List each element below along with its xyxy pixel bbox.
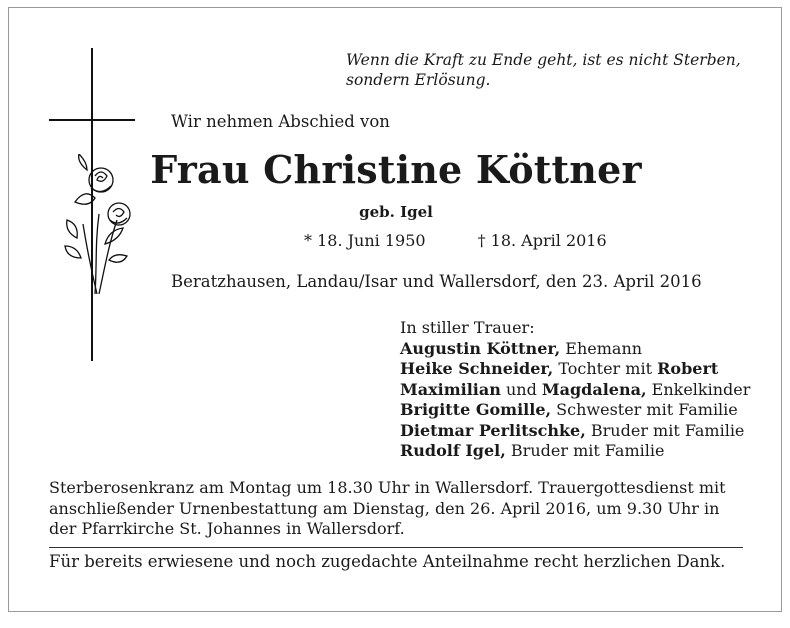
mourner-entry: Heike Schneider, Tochter mit Robert <box>400 359 719 378</box>
quote-line-1: Wenn die Kraft zu Ende geht, ist es nicht Sterben, <box>346 51 741 69</box>
life-dates <box>304 231 607 250</box>
funeral-line-3: der Pfarrkirche St. Johannes in Wallersdorf. <box>49 519 405 538</box>
intro-text: Wir nehmen Abschied von <box>171 112 390 131</box>
thanks-text: Für bereits erwiesene und noch zugedachte Anteilnahme recht herzlichen Dank. <box>49 552 726 571</box>
mourner-entry: Augustin Köttner, Ehemann <box>400 338 643 358</box>
mourners-list <box>400 318 750 462</box>
cross-horizontal-bar <box>49 119 135 121</box>
divider-line <box>49 547 743 548</box>
mourner-entry: Dietmar Perlitschke, Bruder mit Familie <box>400 420 745 440</box>
mourner-entry: Rudolf Igel, Bruder mit Familie <box>400 441 665 460</box>
death-date: † 18. April 2016 <box>477 231 607 250</box>
birth-name: geb. Igel <box>359 203 433 221</box>
epitaph-quote <box>346 50 741 90</box>
funeral-line-1: Sterberosenkranz am Montag um 18.30 Uhr in Wallersdorf. Trauergottesdienst mit <box>49 478 726 497</box>
quote-line-2: sondern Erlösung. <box>346 71 491 89</box>
mourning-intro: In stiller Trauer: <box>400 318 535 337</box>
place-and-date: Beratzhausen, Landau/Isar und Wallersdorf, den 23. April 2016 <box>171 272 702 291</box>
mourner-entry: Brigitte Gomille, Schwester mit Familie <box>400 400 738 419</box>
deceased-name: Frau Christine Köttner <box>150 147 642 192</box>
birth-date: * 18. Juni 1950 <box>304 231 426 250</box>
mourner-entry: Maximilian und Magdalena, Enkelkinder <box>400 379 751 399</box>
funeral-line-2: anschließender Urnenbestattung am Dienstag, den 26. April 2016, um 9.30 Uhr in <box>49 498 720 518</box>
funeral-details <box>49 478 749 540</box>
obituary-notice <box>8 7 782 612</box>
